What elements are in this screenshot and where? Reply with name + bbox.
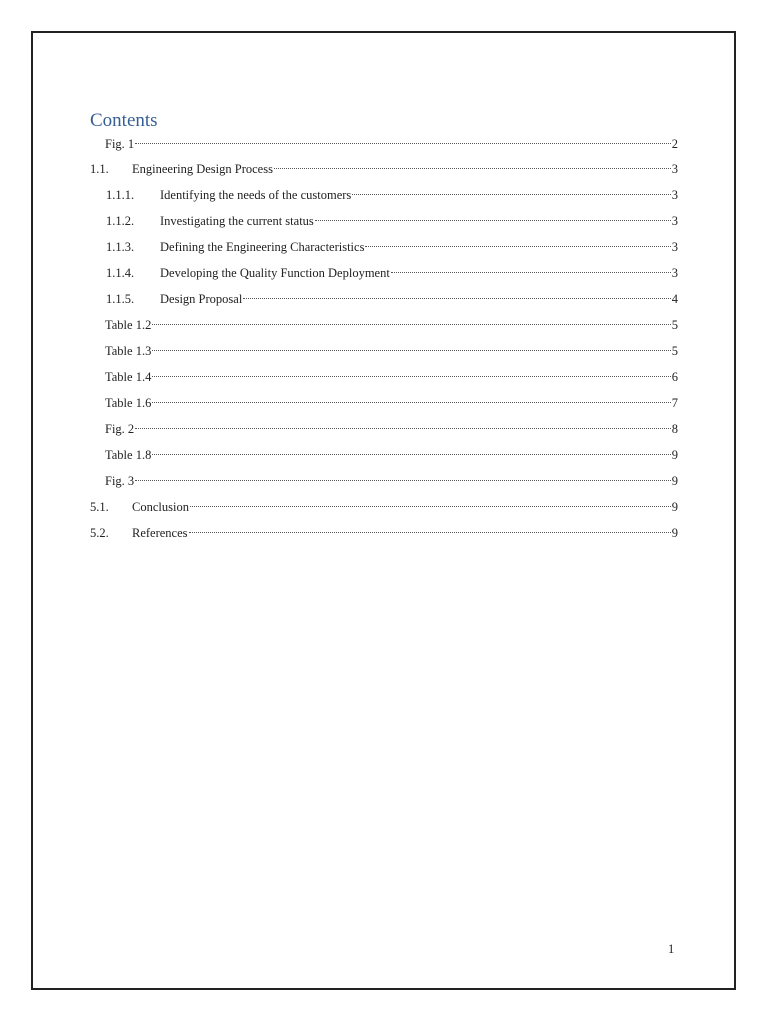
toc-entry-page: 9 [671, 526, 678, 540]
dot-leader [190, 506, 671, 507]
toc-entry-title: Table 1.8 [105, 448, 152, 462]
toc-entry-number: 5.1. [90, 500, 109, 514]
toc-entry-title: Fig. 2 [105, 422, 135, 436]
toc-entry[interactable] [90, 312, 678, 338]
toc-entry[interactable] [90, 442, 678, 468]
dot-leader [135, 480, 671, 481]
toc-entry-page: 7 [671, 396, 678, 410]
dot-leader [274, 168, 671, 169]
toc-entry[interactable] [90, 364, 678, 390]
toc-entry-number: 1.1.2. [106, 214, 135, 228]
toc-entry-title: Fig. 1 [105, 137, 135, 151]
toc-entry-title: Fig. 3 [105, 474, 135, 488]
toc-entry-number: 1.1. [90, 162, 109, 176]
dot-leader [135, 428, 671, 429]
toc-entry[interactable] [90, 390, 678, 416]
dot-leader [152, 454, 670, 455]
toc-heading: Contents [90, 110, 158, 131]
toc-entry-title: Table 1.3 [105, 344, 152, 358]
dot-leader [152, 324, 670, 325]
toc-entry[interactable] [90, 208, 678, 234]
toc-entry-number: 1.1.4. [106, 266, 135, 280]
toc-entry-title: Conclusion [132, 500, 189, 514]
dot-leader [152, 376, 670, 377]
toc-entry[interactable] [90, 260, 678, 286]
toc-entry[interactable] [90, 286, 678, 312]
dot-leader [315, 220, 671, 221]
toc-entry[interactable] [90, 156, 678, 182]
toc-entry[interactable] [90, 338, 678, 364]
toc-entry-page: 6 [671, 370, 678, 384]
dot-leader [391, 272, 671, 273]
toc-entry[interactable] [90, 416, 678, 442]
toc-entry-number: 1.1.3. [106, 240, 135, 254]
toc-entry[interactable] [90, 132, 678, 156]
toc-entry-title: References [132, 526, 188, 540]
toc-entry-page: 5 [671, 344, 678, 358]
toc-entry[interactable] [90, 520, 678, 546]
toc-entry-title: Developing the Quality Function Deployment [160, 266, 390, 280]
toc-entry[interactable] [90, 468, 678, 494]
toc-entry-page: 2 [671, 137, 678, 151]
table-of-contents [90, 132, 678, 546]
toc-entry-number: 5.2. [90, 526, 109, 540]
dot-leader [365, 246, 670, 247]
toc-entry-title: Design Proposal [160, 292, 243, 306]
toc-entry-page: 3 [671, 162, 678, 176]
toc-entry-page: 4 [671, 292, 678, 306]
dot-leader [152, 402, 670, 403]
toc-entry-page: 3 [671, 266, 678, 280]
dot-leader [352, 194, 670, 195]
dot-leader [243, 298, 670, 299]
toc-entry-page: 3 [671, 240, 678, 254]
toc-entry-title: Table 1.6 [105, 396, 152, 410]
toc-entry[interactable] [90, 182, 678, 208]
toc-entry-page: 9 [671, 500, 678, 514]
toc-entry[interactable] [90, 234, 678, 260]
toc-entry-title: Investigating the current status [160, 214, 314, 228]
dot-leader [135, 143, 671, 144]
toc-entry-number: 1.1.5. [106, 292, 135, 306]
page-number: 1 [668, 942, 675, 956]
toc-entry-page: 9 [671, 448, 678, 462]
toc-entry-title: Defining the Engineering Characteristics [160, 240, 365, 254]
dot-leader [189, 532, 671, 533]
toc-entry-title: Table 1.4 [105, 370, 152, 384]
toc-entry-title: Identifying the needs of the customers [160, 188, 352, 202]
toc-entry-page: 3 [671, 188, 678, 202]
toc-entry-page: 3 [671, 214, 678, 228]
toc-entry-title: Table 1.2 [105, 318, 152, 332]
toc-entry[interactable] [90, 494, 678, 520]
toc-entry-number: 1.1.1. [106, 188, 135, 202]
toc-entry-title: Engineering Design Process [132, 162, 273, 176]
toc-entry-page: 8 [671, 422, 678, 436]
toc-entry-page: 5 [671, 318, 678, 332]
toc-entry-page: 9 [671, 474, 678, 488]
dot-leader [152, 350, 670, 351]
